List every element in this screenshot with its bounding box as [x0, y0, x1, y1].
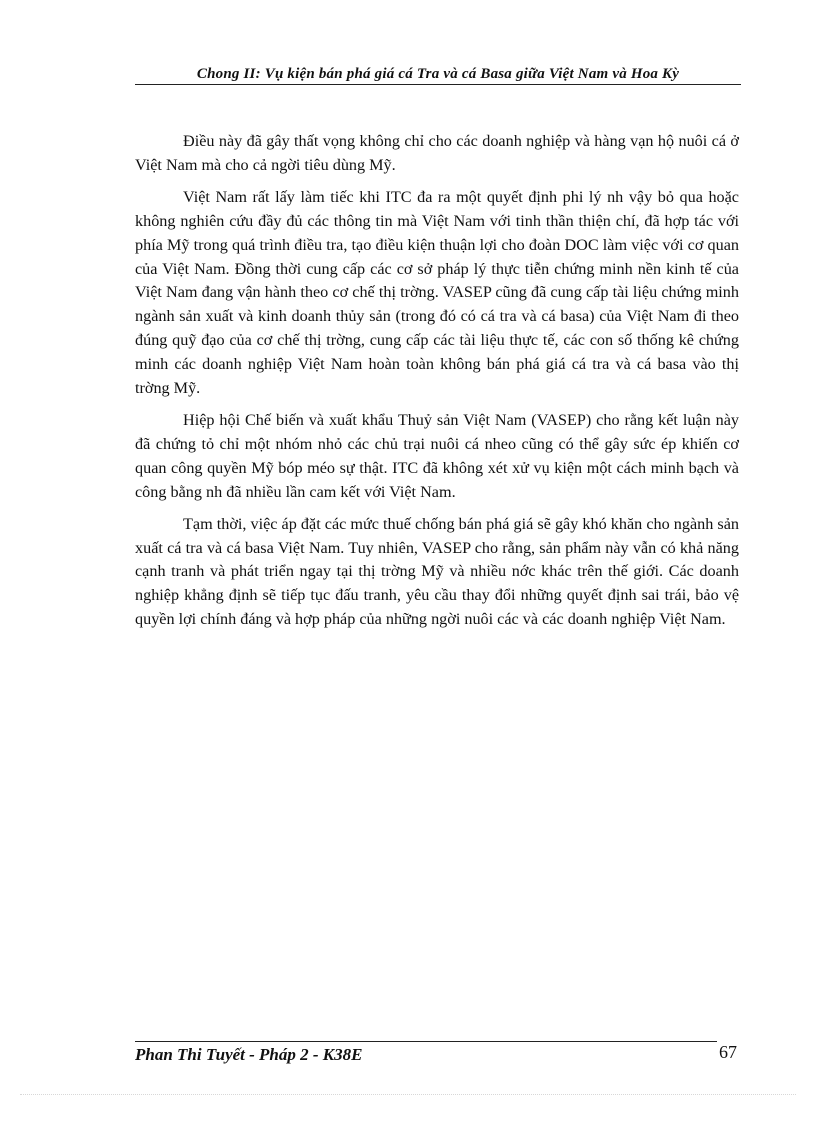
paragraph-1: Điều này đã gây thất vọng không chỉ cho các doanh nghiệp và hàng vạn hộ nuôi cá ở Việt Nam mà cho cả ngời tiêu dùng Mỹ.	[135, 132, 739, 174]
page-number: 67	[719, 1042, 737, 1062]
chapter-header: Chong II: Vụ kiện bán phá giá cá Tra và cá Basa giữa Việt Nam và Hoa Kỳ	[135, 66, 741, 85]
footer-divider	[135, 1041, 717, 1042]
page-edge-divider	[20, 1094, 796, 1095]
paragraph-2: Việt Nam rất lấy làm tiếc khi ITC đa ra một quyết định phi lý nh vậy bỏ qua hoặc không nghiên cứu đầy đủ các thông tin mà Việt Nam với tinh thần thiện chí, đã hợp tác với phía Mỹ trong quá trình điều tra, tạo điều kiện thuận lợi cho đoàn DOC làm việc với cơ quan của Việt Nam. Đồng thời cung cấp các cơ sở pháp lý thực tiễn chứng minh nền kinh tế của Việt Nam đang vận hành theo cơ chế thị trờng. VASEP cũng đã cung cấp tài liệu chứng minh ngành sản xuất và kinh doanh thủy sản (trong đó có cá tra và cá basa) của Việt Nam đi theo đúng quỹ đạo của cơ chế thị trờng, cung cấp các tài liệu thực tế, các con số thống kê chứng minh các doanh nghiệp Việt Nam hoàn toàn không bán phá giá cá tra và cá basa vào thị trờng Mỹ.	[135, 187, 739, 398]
footer-author-line: Phan Thi Tuyết - Pháp 2 - K38E	[135, 1045, 363, 1064]
body-text	[135, 130, 739, 640]
paragraph-3: Hiệp hội Chế biến và xuất khẩu Thuỷ sản Việt Nam (VASEP) cho rằng kết luận này đã chứng tỏ chỉ một nhóm nhỏ các chủ trại nuôi cá nheo cũng có thể gây sức ép khiến cơ quan công quyền Mỹ bóp méo sự thật. ITC đã không xét xử vụ kiện một cách minh bạch và công bằng nh đã nhiều lần cam kết với Việt Nam.	[135, 410, 739, 501]
paragraph-4: Tạm thời, việc áp đặt các mức thuế chống bán phá giá sẽ gây khó khăn cho ngành sản xuất cá tra và cá basa Việt Nam. Tuy nhiên, VASEP cho rằng, sản phẩm này vẫn có khả năng cạnh tranh và phát triển ngay tại thị trờng Mỹ và nhiều nớc khác trên thế giới. Các doanh nghiệp khẳng định sẽ tiếp tục đấu tranh, yêu cầu thay đổi những quyết định sai trái, bảo vệ quyền lợi chính đáng và hợp pháp của những ngời nuôi các và các doanh nghiệp Việt Nam.	[135, 514, 739, 629]
